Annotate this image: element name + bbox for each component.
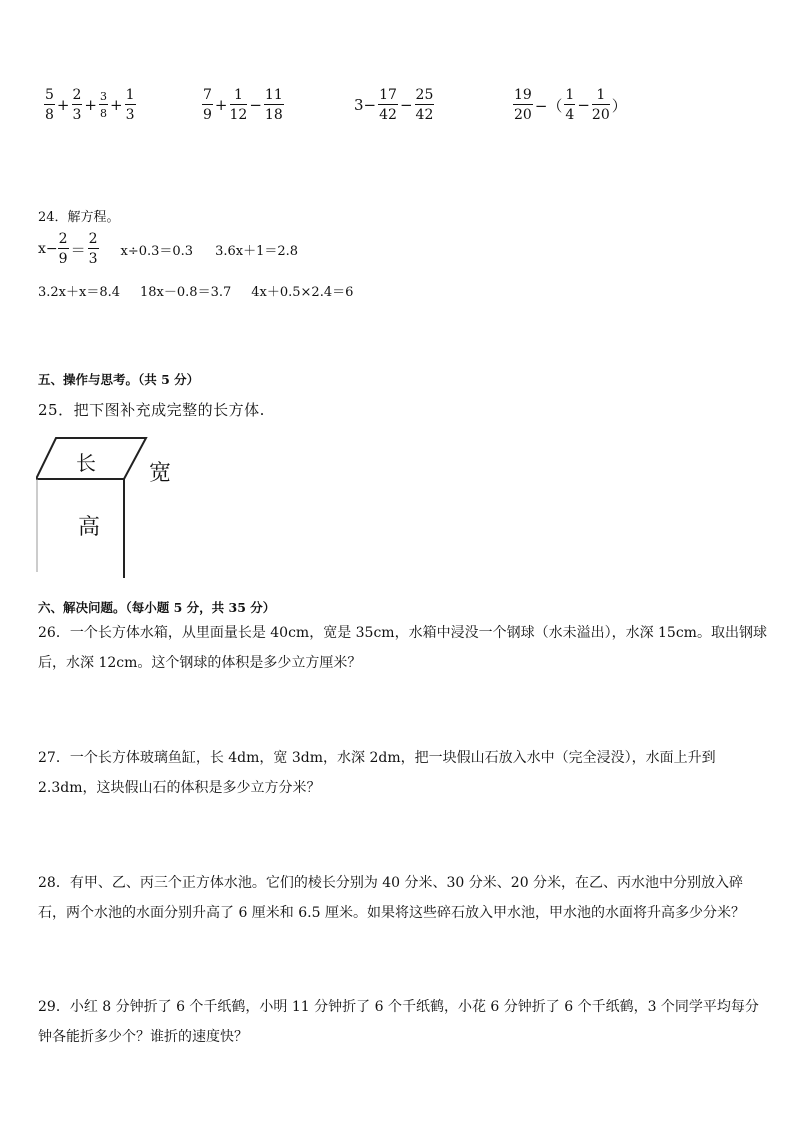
- question-24-title: 24．解方程。: [38, 210, 120, 225]
- section-6-heading: 六、解决问题。（每小题 5 分，共 35 分）: [38, 600, 276, 615]
- width-label: 宽: [149, 461, 172, 486]
- equation-1: x− $\frac{2}{9}$ ＝ $\frac{2}{3}$: [38, 231, 98, 267]
- section-5-heading: 五、操作与思考。（共 5 分）: [38, 372, 200, 387]
- equation-2: x÷0.3＝0.3: [120, 243, 194, 259]
- fraction: $\frac{1}{12}$: [229, 87, 248, 123]
- calc-expression-3: 3− $\frac{17}{42}$ − $\frac{25}{42}$: [354, 87, 434, 123]
- equation-3: 3.6x＋1＝2.8: [215, 243, 299, 259]
- fraction: $\frac{7}{9}$: [203, 87, 212, 123]
- equation-row-2: [38, 281, 375, 300]
- question-25-title: 25．把下图补充成完整的长方体.: [38, 401, 265, 419]
- equation-row-1: [38, 232, 320, 266]
- question-29: 29．小红 8 分钟折了 6 个千纸鹤，小明 11 分钟折了 6 个千纸鹤，小花 6 分钟折了 6 个千纸鹤，3 个同学平均每分钟各能折多少个？谁折的速度快？: [38, 999, 759, 1045]
- equation-6: 4x＋0.5×2.4＝6: [251, 285, 354, 300]
- question-28: 28．有甲、乙、丙三个正方体水池。它们的棱长分别为 40 分米、30 分米、20 分米，在乙、丙水池中分别放入碎石，两个水池的水面分别升高了 6 厘米和 6.5 厘米。如果将这些碎石放入甲水池，甲水池的水面将升高多少分米？: [38, 875, 745, 921]
- fraction: $\frac{1}{4}$: [565, 87, 575, 123]
- equation-4: 3.2x＋x＝8.4: [38, 285, 121, 300]
- cuboid-sketch-figure: [36, 432, 196, 582]
- fraction: $\frac{2}{3}$: [88, 231, 98, 267]
- fraction: $\frac{2}{9}$: [58, 231, 68, 267]
- calc-expression-4: $\frac{19}{20}$ −（ $\frac{1}{4}$ − $\frac{1}{20}$ ）: [514, 87, 627, 123]
- length-label: 长: [76, 451, 96, 475]
- fraction: $\frac{1}{20}$: [591, 87, 610, 123]
- question-26: 26．一个长方体水箱，从里面量长是 40cm，宽是 35cm，水箱中浸没一个钢球（水未溢出），水深 15cm。取出钢球后，水深 12cm。这个钢球的体积是多少立方厘米？: [38, 625, 767, 671]
- height-label: 高: [78, 515, 101, 540]
- fraction: $\frac{5}{8}$: [45, 87, 54, 123]
- fraction: $\frac{2}{3}$: [72, 87, 82, 123]
- fraction: $\frac{1}{3}$: [125, 87, 135, 123]
- fraction: $\frac{25}{42}$: [415, 87, 434, 123]
- cuboid-sketch: [36, 432, 196, 582]
- fraction: $\frac{19}{20}$: [514, 87, 532, 123]
- fraction: $\frac{11}{18}$: [264, 87, 283, 123]
- question-27: 27．一个长方体玻璃鱼缸，长 4dm，宽 3dm，水深 2dm，把一块假山石放入水中（完全浸没），水面上升到 2.3dm，这块假山石的体积是多少立方分米？: [38, 750, 716, 796]
- fraction: $\frac{17}{42}$: [379, 87, 397, 123]
- calc-expression-2: $\frac{7}{9}$ + $\frac{1}{12}$ − $\frac{11}{18}$: [203, 87, 283, 123]
- calc-expression-1: $\frac{5}{8}$ + $\frac{2}{3}$ + $\frac{3}{8}$ + $\frac{1}{3}$: [45, 87, 135, 123]
- equation-5: 18x－0.8＝3.7: [140, 285, 232, 300]
- fraction: $\frac{3}{8}$: [100, 90, 107, 120]
